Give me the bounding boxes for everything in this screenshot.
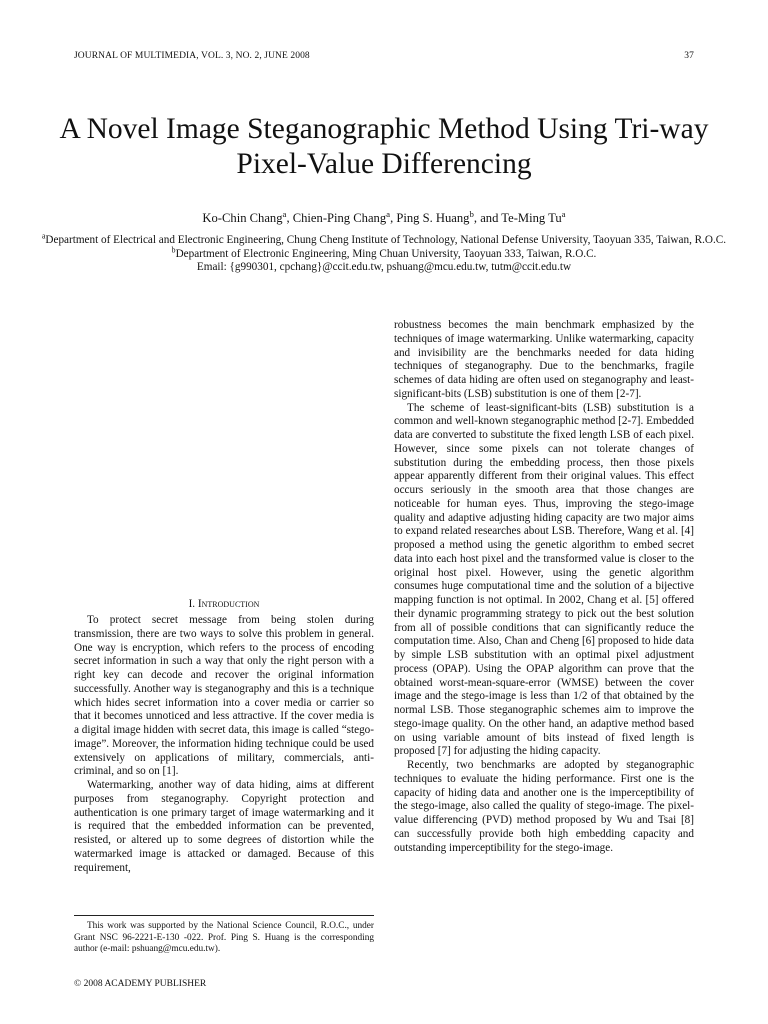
left-column (74, 614, 374, 875)
section-heading (74, 598, 374, 611)
footnote-divider (74, 915, 374, 916)
footnote: This work was supported by the National Science Council, R.O.C., under Grant NSC 96-2221-E-130 -022. Prof. Ping S. Huang is the corresponding author (e-mail: pshuang@mcu.edu.tw). (74, 921, 374, 955)
author: Te-Ming Tu (501, 211, 562, 225)
author-affiliation-mark: a (561, 208, 566, 219)
author-affiliation-mark: a (386, 208, 391, 219)
body-paragraph: robustness becomes the main benchmark emphasized by the techniques of image watermarking. Unlike watermarking, capacity and invisibility are the benchmarks needed for data hiding techniques of steganography. Due to the benchmarks, fragile schemes of data hiding are often used on steganography and least-significant-bits (LSB) substitution is one of them [2-7]. (394, 319, 694, 400)
body-paragraph: To protect secret message from being stolen during transmission, there are two ways to solve this problem in general. One way is encryption, which refers to the process of encoding secret information in such a way that only the right person with a right key can decode and recover the original information successfully. Another way is steganography and this is a technique which hides secret information into a cover media or carrier so that it becomes unnoticed and less attractive. If the cover media is a digital image hidden with secret data, this image is called “stego-image”. Moreover, the information hiding technique could be used extensively on applications of military, commercials, anti-criminal, and so on [1]. (74, 614, 374, 778)
section-title: Introduction (197, 598, 260, 610)
section-number: I. (188, 598, 196, 610)
affiliation-mark: b (171, 244, 176, 254)
page-number: 37 (684, 51, 694, 61)
author-affiliation-mark: a (282, 208, 287, 219)
journal-citation: JOURNAL OF MULTIMEDIA, VOL. 3, NO. 2, JUNE 2008 (74, 51, 310, 61)
affiliation-b: $^b$Department of Electronic Engineering, Ming Chuan University, Taoyuan 333, Taiwan, R.O.C. (171, 244, 597, 260)
author-affiliation-mark: b (469, 208, 474, 219)
author-list (40, 210, 728, 226)
affiliations (40, 231, 728, 275)
author: Ping S. Huang (396, 211, 470, 225)
author-separator: , and (473, 211, 502, 225)
contact-email: Email: {g990301, cpchang}@ccit.edu.tw, pshuang@mcu.edu.tw, tutm@ccit.edu.tw (196, 261, 572, 274)
body-paragraph: Recently, two benchmarks are adopted by steganographic techniques to evaluate the hiding performance. First one is the capacity of hiding data and another one is the imperceptibility of the stego-image, also called the quality of stego-image. The pixel-value differencing (PVD) method proposed by Wu and Tsai [8] can successfully provide both high embedding capacity and outstanding imperceptibility for the stego-image. (394, 759, 694, 854)
body-paragraph: The scheme of least-significant-bits (LSB) substitution is a common and well-known steganographic method [2-7]. Embedded data are converted to substitute the fixed length LSB of each pixel. However, since some pixels can not tolerate changes of substitution during the embedding process, then those pixels appear apparently different from their original values. This effect occurs seriously in the smooth area that those changes are noticeable for human eyes. Thus, improving the stego-image quality and adaptive adjusting hiding capacity are two major aims to expand related researches about LSB. Therefore, Wang et al. [4] proposed a method using the genetic algorithm to embed secret data into each host pixel and the transformed value is closer to the original host pixel. However, using the genetic algorithm consumes huge computational time and the solution of a bijective mapping function is not optimal. In 2002, Chang et al. [5] offered their dynamic programming strategy to pick out the best solution from all of possible conditions that can significantly reduce the computation time. Also, Chan and Cheng [6] proposed to hide data by simple LSB substitution with an optimal pixel adjustment process (OPAP). Using the OPAP algorithm can prove that the obtained worst-mean-square-error (WMSE) between the cover image and the stego-image is less than 1/2 of that obtained by the normal LSB. Those steganographic schemes aim to improve the stego-image quality. On the other hand, an adaptive method based on using variable amount of bits instead of fixed length is proposed [7] for adjusting the hiding capacity. (394, 401, 694, 758)
running-header (74, 51, 694, 65)
author: Ko-Chin Chang (202, 211, 283, 225)
author-separator: , (390, 211, 397, 225)
right-column (394, 319, 694, 855)
affiliation-mark: a (41, 231, 46, 241)
author-separator: , (286, 211, 293, 225)
author: Chien-Ping Chang (292, 211, 387, 225)
paper-title: A Novel Image Steganographic Method Using Tri-way Pixel-Value Differencing (59, 113, 709, 180)
affiliation-a: $^a$Department of Electrical and Electronic Engineering, Chung Cheng Institute of Technology, National Defense University, Taoyuan 335, Taiwan, R.O.C. (41, 231, 727, 246)
body-paragraph: Watermarking, another way of data hiding, aims at different purposes from steganography. Copyright protection and authentication is one primary target of image watermarking and it is required that the embedded information can be prevented, resisted, or altered up to some degrees of distortion while the watermarked image is attacked or damaged. Because of this requirement, (74, 779, 374, 874)
publisher-copyright: © 2008 ACADEMY PUBLISHER (74, 979, 207, 989)
